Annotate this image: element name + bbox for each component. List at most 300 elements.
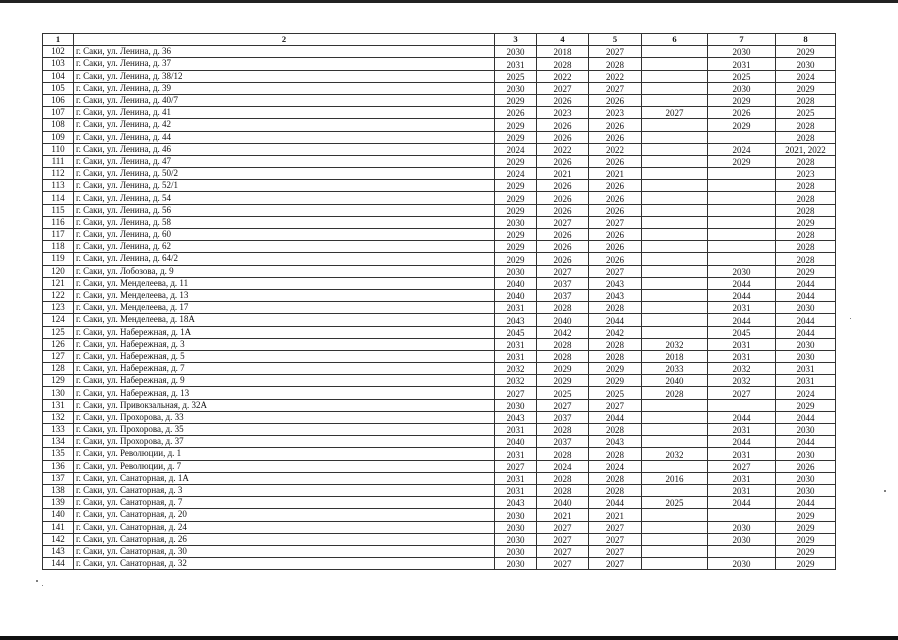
row-col-8: 2028	[776, 180, 836, 192]
row-col-3: 2024	[495, 168, 537, 180]
table-row	[43, 265, 836, 277]
table-row	[43, 399, 836, 411]
row-col-3: 2040	[495, 436, 537, 448]
row-address: г. Саки, ул. Ленина, д. 41	[74, 107, 495, 119]
row-col-5: 2043	[589, 436, 642, 448]
row-col-8: 2028	[776, 94, 836, 106]
row-number: 142	[43, 533, 74, 545]
row-col-3: 2031	[495, 472, 537, 484]
row-col-6: 2032	[642, 448, 708, 460]
table-row	[43, 216, 836, 228]
row-address: г. Саки, ул. Ленина, д. 46	[74, 143, 495, 155]
row-col-7	[708, 253, 776, 265]
row-col-8: 2030	[776, 58, 836, 70]
row-col-6	[642, 289, 708, 301]
row-col-8: 2030	[776, 484, 836, 496]
row-col-8: 2030	[776, 424, 836, 436]
row-col-6	[642, 119, 708, 131]
row-col-6	[642, 277, 708, 289]
row-number: 140	[43, 509, 74, 521]
row-col-4: 2026	[537, 94, 589, 106]
row-number: 116	[43, 216, 74, 228]
table-row	[43, 70, 836, 82]
row-col-6	[642, 241, 708, 253]
row-col-3: 2030	[495, 509, 537, 521]
row-col-4: 2025	[537, 387, 589, 399]
row-col-6: 2027	[642, 107, 708, 119]
row-col-4: 2021	[537, 168, 589, 180]
row-col-7: 2025	[708, 70, 776, 82]
row-col-5: 2028	[589, 338, 642, 350]
row-number: 104	[43, 70, 74, 82]
row-col-3: 2031	[495, 484, 537, 496]
table-row	[43, 350, 836, 362]
row-col-7: 2027	[708, 460, 776, 472]
scan-speck	[850, 318, 851, 319]
row-col-3: 2029	[495, 180, 537, 192]
row-col-4: 2022	[537, 70, 589, 82]
row-col-7: 2044	[708, 314, 776, 326]
table-row	[43, 472, 836, 484]
row-number: 131	[43, 399, 74, 411]
table-row	[43, 229, 836, 241]
table-row	[43, 82, 836, 94]
row-address: г. Саки, ул. Санаторная, д. 1А	[74, 472, 495, 484]
row-col-4: 2024	[537, 460, 589, 472]
row-number: 112	[43, 168, 74, 180]
row-address: г. Саки, ул. Ленина, д. 42	[74, 119, 495, 131]
row-col-3: 2025	[495, 70, 537, 82]
table-row	[43, 363, 836, 375]
row-col-6	[642, 204, 708, 216]
row-col-5: 2023	[589, 107, 642, 119]
row-number: 127	[43, 350, 74, 362]
table-row	[43, 143, 836, 155]
row-col-4: 2026	[537, 241, 589, 253]
row-col-4: 2027	[537, 216, 589, 228]
table-row	[43, 289, 836, 301]
row-col-8: 2044	[776, 289, 836, 301]
row-col-6	[642, 436, 708, 448]
row-address: г. Саки, ул. Ленина, д. 37	[74, 58, 495, 70]
row-col-3: 2031	[495, 424, 537, 436]
row-col-7: 2029	[708, 94, 776, 106]
row-col-5: 2029	[589, 375, 642, 387]
row-col-5: 2027	[589, 558, 642, 570]
row-col-3: 2029	[495, 94, 537, 106]
row-col-3: 2045	[495, 326, 537, 338]
row-col-3: 2024	[495, 143, 537, 155]
row-col-4: 2027	[537, 399, 589, 411]
row-col-7	[708, 399, 776, 411]
row-number: 103	[43, 58, 74, 70]
row-col-5: 2024	[589, 460, 642, 472]
row-col-7: 2044	[708, 497, 776, 509]
row-col-7: 2029	[708, 119, 776, 131]
row-col-6: 2033	[642, 363, 708, 375]
table-row	[43, 338, 836, 350]
row-col-8: 2030	[776, 472, 836, 484]
row-col-5: 2026	[589, 253, 642, 265]
header-col-2: 2	[74, 34, 495, 46]
row-number: 123	[43, 302, 74, 314]
row-col-7: 2031	[708, 58, 776, 70]
row-col-5: 2028	[589, 302, 642, 314]
table-row	[43, 168, 836, 180]
row-col-7	[708, 131, 776, 143]
row-col-8: 2028	[776, 131, 836, 143]
row-col-7: 2031	[708, 338, 776, 350]
row-col-8: 2028	[776, 155, 836, 167]
row-col-8: 2044	[776, 314, 836, 326]
row-col-5: 2043	[589, 277, 642, 289]
row-col-4: 2027	[537, 533, 589, 545]
row-col-6	[642, 509, 708, 521]
row-address: г. Саки, ул. Ленина, д. 50/2	[74, 168, 495, 180]
row-col-5: 2026	[589, 241, 642, 253]
table-row	[43, 46, 836, 58]
housing-register-table	[42, 33, 836, 570]
row-col-4: 2037	[537, 436, 589, 448]
header-col-7: 7	[708, 34, 776, 46]
row-col-8: 2030	[776, 448, 836, 460]
row-col-5: 2029	[589, 363, 642, 375]
row-col-3: 2030	[495, 265, 537, 277]
row-col-3: 2030	[495, 521, 537, 533]
row-number: 110	[43, 143, 74, 155]
row-address: г. Саки, ул. Санаторная, д. 26	[74, 533, 495, 545]
row-col-3: 2031	[495, 448, 537, 460]
row-address: г. Саки, ул. Набережная, д. 13	[74, 387, 495, 399]
row-col-5: 2043	[589, 289, 642, 301]
row-col-8: 2028	[776, 192, 836, 204]
row-number: 130	[43, 387, 74, 399]
row-col-7: 2031	[708, 448, 776, 460]
row-col-6	[642, 399, 708, 411]
row-address: г. Саки, ул. Ленина, д. 62	[74, 241, 495, 253]
row-number: 108	[43, 119, 74, 131]
scan-speck	[36, 580, 38, 582]
row-number: 133	[43, 424, 74, 436]
row-number: 134	[43, 436, 74, 448]
header-col-5: 5	[589, 34, 642, 46]
row-address: г. Саки, ул. Менделеева, д. 13	[74, 289, 495, 301]
row-col-6	[642, 326, 708, 338]
row-col-8: 2044	[776, 436, 836, 448]
row-col-4: 2026	[537, 204, 589, 216]
row-col-4: 2026	[537, 131, 589, 143]
row-address: г. Саки, ул. Санаторная, д. 32	[74, 558, 495, 570]
row-col-3: 2030	[495, 216, 537, 228]
row-address: г. Саки, ул. Революции, д. 7	[74, 460, 495, 472]
row-col-7	[708, 216, 776, 228]
row-col-6: 2025	[642, 497, 708, 509]
row-col-3: 2027	[495, 387, 537, 399]
row-address: г. Саки, ул. Санаторная, д. 30	[74, 545, 495, 557]
table-row	[43, 277, 836, 289]
row-number: 114	[43, 192, 74, 204]
row-col-3: 2029	[495, 131, 537, 143]
row-address: г. Саки, ул. Лобозова, д. 9	[74, 265, 495, 277]
row-col-5: 2022	[589, 70, 642, 82]
row-address: г. Саки, ул. Санаторная, д. 20	[74, 509, 495, 521]
row-col-7: 2024	[708, 143, 776, 155]
row-col-8: 2044	[776, 277, 836, 289]
row-col-5: 2028	[589, 484, 642, 496]
row-col-8: 2021, 2022	[776, 143, 836, 155]
row-col-8: 2030	[776, 350, 836, 362]
row-number: 109	[43, 131, 74, 143]
row-col-6	[642, 424, 708, 436]
row-col-6	[642, 521, 708, 533]
row-address: г. Саки, ул. Менделеева, д. 11	[74, 277, 495, 289]
row-number: 122	[43, 289, 74, 301]
row-col-3: 2029	[495, 192, 537, 204]
row-col-8: 2029	[776, 509, 836, 521]
row-col-6	[642, 131, 708, 143]
row-col-3: 2040	[495, 277, 537, 289]
row-col-4: 2042	[537, 326, 589, 338]
row-address: г. Саки, ул. Прохорова, д. 35	[74, 424, 495, 436]
row-number: 121	[43, 277, 74, 289]
row-col-8: 2030	[776, 338, 836, 350]
row-number: 106	[43, 94, 74, 106]
row-col-3: 2031	[495, 58, 537, 70]
row-col-7: 2026	[708, 107, 776, 119]
table-row	[43, 326, 836, 338]
row-number: 138	[43, 484, 74, 496]
row-col-4: 2026	[537, 192, 589, 204]
row-number: 113	[43, 180, 74, 192]
row-number: 139	[43, 497, 74, 509]
row-col-5: 2026	[589, 131, 642, 143]
row-address: г. Саки, ул. Ленина, д. 58	[74, 216, 495, 228]
table-row	[43, 155, 836, 167]
row-number: 136	[43, 460, 74, 472]
row-col-8: 2029	[776, 82, 836, 94]
row-col-6	[642, 155, 708, 167]
row-col-8: 2028	[776, 253, 836, 265]
scan-bottom-edge	[0, 636, 898, 640]
row-col-6	[642, 58, 708, 70]
table-row	[43, 192, 836, 204]
row-col-6	[642, 545, 708, 557]
row-address: г. Саки, ул. Революции, д. 1	[74, 448, 495, 460]
row-col-4: 2028	[537, 424, 589, 436]
row-col-3: 2030	[495, 545, 537, 557]
row-col-4: 2037	[537, 289, 589, 301]
table-row	[43, 497, 836, 509]
row-number: 107	[43, 107, 74, 119]
row-col-4: 2028	[537, 338, 589, 350]
row-col-8: 2028	[776, 119, 836, 131]
row-col-8: 2024	[776, 70, 836, 82]
row-col-7: 2045	[708, 326, 776, 338]
row-address: г. Саки, ул. Ленина, д. 38/12	[74, 70, 495, 82]
row-col-4: 2028	[537, 484, 589, 496]
row-col-6	[642, 192, 708, 204]
row-col-5: 2021	[589, 509, 642, 521]
row-col-3: 2043	[495, 411, 537, 423]
row-col-6	[642, 94, 708, 106]
scan-speck	[42, 585, 43, 586]
row-col-4: 2026	[537, 180, 589, 192]
row-number: 126	[43, 338, 74, 350]
row-col-4: 2026	[537, 253, 589, 265]
row-col-4: 2027	[537, 521, 589, 533]
row-number: 120	[43, 265, 74, 277]
row-number: 129	[43, 375, 74, 387]
row-col-3: 2030	[495, 533, 537, 545]
row-address: г. Саки, ул. Набережная, д. 1А	[74, 326, 495, 338]
row-col-5: 2028	[589, 350, 642, 362]
row-col-6	[642, 302, 708, 314]
row-col-8: 2028	[776, 241, 836, 253]
header-col-3: 3	[495, 34, 537, 46]
scan-top-edge	[0, 0, 898, 3]
row-col-4: 2027	[537, 545, 589, 557]
table-row	[43, 119, 836, 131]
row-address: г. Саки, ул. Ленина, д. 54	[74, 192, 495, 204]
row-col-4: 2028	[537, 302, 589, 314]
table-row	[43, 302, 836, 314]
row-col-8: 2030	[776, 302, 836, 314]
row-col-6	[642, 229, 708, 241]
row-col-5: 2027	[589, 265, 642, 277]
row-col-6: 2040	[642, 375, 708, 387]
row-col-4: 2029	[537, 363, 589, 375]
row-col-6: 2018	[642, 350, 708, 362]
row-col-6	[642, 180, 708, 192]
table-row	[43, 509, 836, 521]
table-row	[43, 241, 836, 253]
row-col-8: 2024	[776, 387, 836, 399]
row-address: г. Саки, ул. Привокзальная, д. 32А	[74, 399, 495, 411]
table-row	[43, 521, 836, 533]
row-col-5: 2027	[589, 82, 642, 94]
scan-speck	[884, 490, 886, 492]
column-number-header-row	[43, 34, 836, 46]
row-col-7: 2030	[708, 521, 776, 533]
row-col-7: 2031	[708, 484, 776, 496]
row-col-5: 2044	[589, 411, 642, 423]
row-col-7: 2044	[708, 277, 776, 289]
row-col-4: 2022	[537, 143, 589, 155]
row-col-5: 2027	[589, 46, 642, 58]
row-col-5: 2028	[589, 472, 642, 484]
row-address: г. Саки, ул. Санаторная, д. 3	[74, 484, 495, 496]
row-col-5: 2026	[589, 204, 642, 216]
row-col-7: 2030	[708, 82, 776, 94]
row-address: г. Саки, ул. Прохорова, д. 37	[74, 436, 495, 448]
row-col-8: 2044	[776, 411, 836, 423]
row-col-3: 2030	[495, 558, 537, 570]
row-col-4: 2037	[537, 277, 589, 289]
row-col-7	[708, 180, 776, 192]
row-address: г. Саки, ул. Набережная, д. 5	[74, 350, 495, 362]
table-row	[43, 424, 836, 436]
row-col-3: 2031	[495, 302, 537, 314]
row-col-4: 2040	[537, 497, 589, 509]
row-col-4: 2029	[537, 375, 589, 387]
row-col-8: 2029	[776, 46, 836, 58]
row-col-6	[642, 533, 708, 545]
row-col-7: 2044	[708, 411, 776, 423]
row-address: г. Саки, ул. Менделеева, д. 17	[74, 302, 495, 314]
row-col-7: 2044	[708, 436, 776, 448]
table-row	[43, 107, 836, 119]
row-number: 135	[43, 448, 74, 460]
table-row	[43, 448, 836, 460]
row-col-8: 2029	[776, 533, 836, 545]
row-number: 102	[43, 46, 74, 58]
row-address: г. Саки, ул. Набережная, д. 9	[74, 375, 495, 387]
row-number: 105	[43, 82, 74, 94]
row-number: 141	[43, 521, 74, 533]
row-col-4: 2026	[537, 119, 589, 131]
row-col-4: 2028	[537, 472, 589, 484]
row-col-5: 2042	[589, 326, 642, 338]
table-row	[43, 411, 836, 423]
table-row	[43, 253, 836, 265]
row-col-5: 2026	[589, 155, 642, 167]
row-col-7: 2044	[708, 289, 776, 301]
row-col-3: 2043	[495, 314, 537, 326]
row-col-8: 2029	[776, 545, 836, 557]
header-col-6: 6	[642, 34, 708, 46]
row-col-5: 2026	[589, 192, 642, 204]
row-address: г. Саки, ул. Ленина, д. 36	[74, 46, 495, 58]
row-col-5: 2044	[589, 497, 642, 509]
row-col-7: 2031	[708, 350, 776, 362]
row-col-5: 2027	[589, 521, 642, 533]
row-col-3: 2032	[495, 375, 537, 387]
row-number: 124	[43, 314, 74, 326]
row-col-5: 2026	[589, 94, 642, 106]
row-col-8: 2026	[776, 460, 836, 472]
table-row	[43, 484, 836, 496]
table-row	[43, 460, 836, 472]
table-row	[43, 94, 836, 106]
row-col-6	[642, 143, 708, 155]
row-col-5: 2026	[589, 180, 642, 192]
row-col-7	[708, 241, 776, 253]
row-col-6	[642, 460, 708, 472]
row-col-8: 2023	[776, 168, 836, 180]
row-address: г. Саки, ул. Набережная, д. 3	[74, 338, 495, 350]
row-col-4: 2028	[537, 58, 589, 70]
row-col-8: 2028	[776, 229, 836, 241]
row-col-6	[642, 168, 708, 180]
row-address: г. Саки, ул. Санаторная, д. 7	[74, 497, 495, 509]
row-col-8: 2044	[776, 497, 836, 509]
row-col-3: 2029	[495, 119, 537, 131]
row-col-5: 2027	[589, 399, 642, 411]
row-number: 128	[43, 363, 74, 375]
row-col-6	[642, 484, 708, 496]
row-number: 143	[43, 545, 74, 557]
row-number: 132	[43, 411, 74, 423]
row-col-6: 2028	[642, 387, 708, 399]
row-number: 117	[43, 229, 74, 241]
table-row	[43, 58, 836, 70]
row-col-4: 2026	[537, 155, 589, 167]
row-col-4: 2027	[537, 265, 589, 277]
row-col-8: 2029	[776, 216, 836, 228]
table-row	[43, 375, 836, 387]
row-col-4: 2023	[537, 107, 589, 119]
row-col-4: 2018	[537, 46, 589, 58]
